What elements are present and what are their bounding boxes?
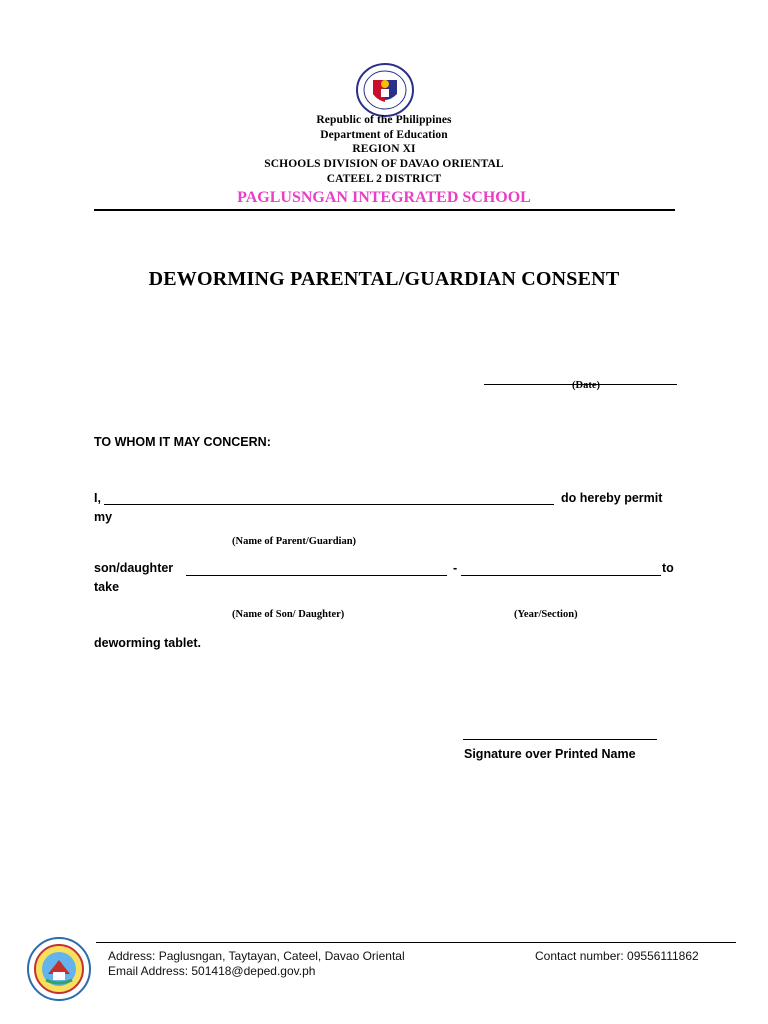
parent-name-line[interactable] [104,504,554,505]
date-caption: (Date) [572,380,600,391]
signature-caption: Signature over Printed Name [464,747,636,761]
parent-caption: (Name of Parent/Guardian) [232,536,357,547]
header-republic: Republic of the Philippines [316,114,452,126]
footer-contact: Contact number: 09556111862 [535,949,699,963]
school-seal-icon [26,936,92,1002]
footer-divider [96,942,736,943]
consent-son-daughter: son/daughter [94,561,174,575]
consent-take: take [94,580,120,594]
salutation: TO WHOM IT MAY CONCERN: [94,435,271,449]
school-name: PAGLUSNGAN INTEGRATED SCHOOL [237,189,531,206]
year-section-line[interactable] [461,575,661,576]
header-divider [94,209,675,211]
consent-tablet: deworming tablet. [94,636,201,650]
header-department: Department of Education [320,129,448,141]
child-name-line[interactable] [186,575,447,576]
header-district: CATEEL 2 DISTRICT [326,173,442,185]
child-caption: (Name of Son/ Daughter) [232,609,345,620]
consent-i: I, [94,491,101,505]
header-division: SCHOOLS DIVISION OF DAVAO ORIENTAL [264,158,504,170]
document-title: DEWORMING PARENTAL/GUARDIAN CONSENT [148,268,620,290]
consent-permit: do hereby permit [561,491,663,505]
consent-dash: - [453,561,458,575]
section-caption: (Year/Section) [514,609,578,620]
consent-to: to [662,561,674,575]
header-region: REGION XI [352,143,416,155]
deped-seal-icon [355,62,415,118]
signature-line[interactable] [463,739,657,740]
footer-address: Address: Paglusngan, Taytayan, Cateel, Davao Oriental [108,949,405,963]
consent-my: my [94,510,113,524]
footer-email: Email Address: 501418@deped.gov.ph [108,964,316,978]
